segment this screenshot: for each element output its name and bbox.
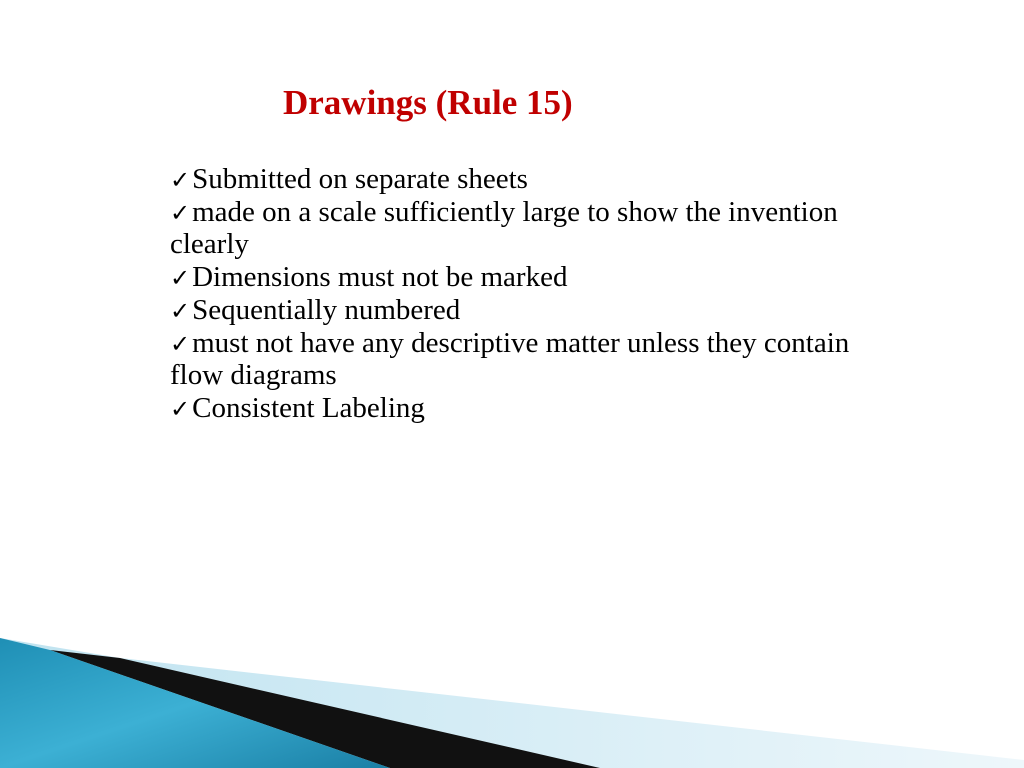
check-icon: ✓ xyxy=(170,264,191,293)
bullet-text: Sequentially numbered xyxy=(192,293,461,326)
bullet-item xyxy=(170,392,890,425)
bullet-text: Dimensions must not be marked xyxy=(192,261,568,294)
check-icon: ✓ xyxy=(170,166,191,194)
check-icon: ✓ xyxy=(170,198,191,227)
bullet-item xyxy=(170,196,890,261)
corner-decoration xyxy=(0,638,1024,768)
check-icon: ✓ xyxy=(170,329,191,358)
check-icon: ✓ xyxy=(170,394,191,423)
bullet-text: Submitted on separate sheets xyxy=(192,163,528,195)
bullet-text: Consistent Labeling xyxy=(192,391,425,424)
bullet-item xyxy=(170,294,890,327)
check-icon: ✓ xyxy=(170,296,191,325)
bullet-text: must not have any descriptive matter unless they contain flow diagrams xyxy=(170,326,850,392)
bullet-item xyxy=(170,261,890,294)
bullet-item xyxy=(170,327,890,392)
bullet-text: made on a scale sufficiently large to show the invention clearly xyxy=(170,195,838,261)
bullet-list xyxy=(170,163,890,425)
slide-title: Drawings (Rule 15) xyxy=(283,83,573,122)
bullet-item xyxy=(170,163,890,196)
